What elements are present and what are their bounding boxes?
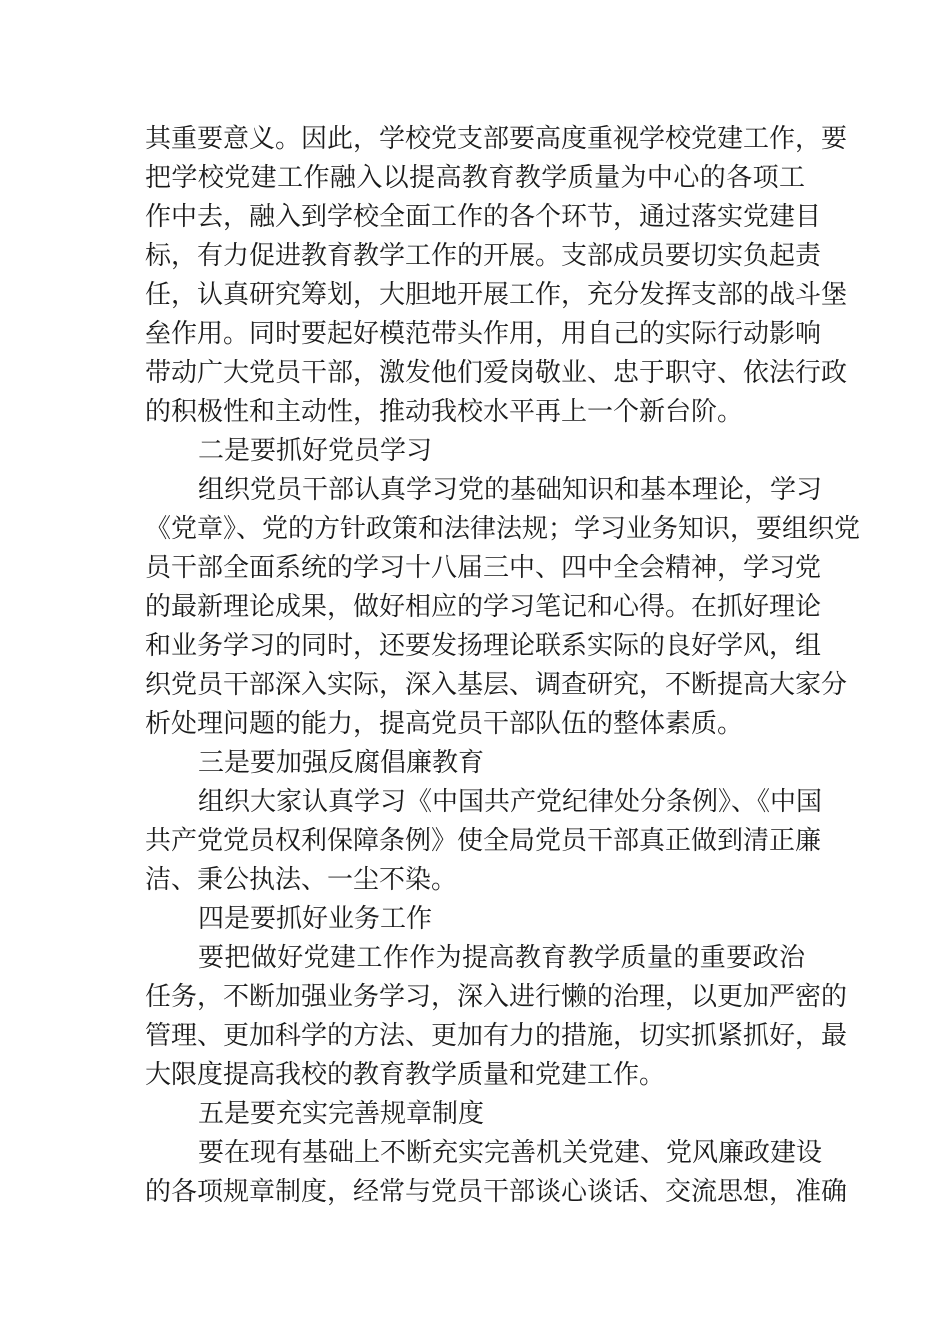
paragraph-line: 要在现有基础上不断充实完善机关党建、党风廉政建设 xyxy=(198,1138,823,1168)
paragraph-line: 共产党党员权利保障条例》使全局党员干部真正做到清正廉 xyxy=(145,826,822,856)
paragraph-line: 作中去，融入到学校全面工作的各个环节，通过落实党建目 xyxy=(145,202,822,232)
paragraph-line: 任务，不断加强业务学习，深入进行懒的治理，以更加严密的 xyxy=(145,982,848,1012)
paragraph-line: 的积极性和主动性，推动我校水平再上一个新台阶。 xyxy=(145,397,744,427)
paragraph-line: 的最新理论成果，做好相应的学习笔记和心得。在抓好理论 xyxy=(145,592,822,622)
paragraph-line: 织党员干部深入实际，深入基层、调查研究，不断提高大家分 xyxy=(145,670,848,700)
paragraph-line: 大限度提高我校的教育教学质量和党建工作。 xyxy=(145,1060,666,1090)
paragraph-line: 组织党员干部认真学习党的基础知识和基本理论，学习 xyxy=(198,475,823,505)
paragraph-line: 带动广大党员干部，激发他们爱岗敬业、忠于职守、依法行政 xyxy=(145,358,848,388)
paragraph-line: 任，认真研究筹划，大胆地开展工作，充分发挥支部的战斗堡 xyxy=(145,280,848,310)
section-heading: 二是要抓好党员学习 xyxy=(198,436,433,466)
paragraph-line: 把学校党建工作融入以提高教育教学质量为中心的各项工 xyxy=(145,163,805,193)
paragraph-line: 员干部全面系统的学习十八届三中、四中全会精神，学习党 xyxy=(145,553,822,583)
section-heading: 五是要充实完善规章制度 xyxy=(198,1099,485,1129)
paragraph-line: 标，有力促进教育教学工作的开展。支部成员要切实负起责 xyxy=(145,241,822,271)
paragraph-line: 的各项规章制度，经常与党员干部谈心谈话、交流思想，准确 xyxy=(145,1177,848,1207)
paragraph-line: 《党章》、党的方针政策和法律法规；学习业务知识，要组织党 xyxy=(145,514,861,544)
section-heading: 三是要加强反腐倡廉教育 xyxy=(198,748,485,778)
paragraph-line: 和业务学习的同时，还要发扬理论联系实际的良好学风，组 xyxy=(145,631,822,661)
paragraph-line: 析处理问题的能力，提高党员干部队伍的整体素质。 xyxy=(145,709,744,739)
section-heading: 四是要抓好业务工作 xyxy=(198,904,433,934)
paragraph-line: 要把做好党建工作作为提高教育教学质量的重要政治 xyxy=(198,943,805,973)
paragraph-line: 其重要意义。因此，学校党支部要高度重视学校党建工作，要 xyxy=(145,124,848,154)
paragraph-line: 管理、更加科学的方法、更加有力的措施，切实抓紧抓好，最 xyxy=(145,1021,848,1051)
paragraph-line: 组织大家认真学习《中国共产党纪律处分条例》、《中国 xyxy=(198,787,823,817)
paragraph-line: 洁、秉公执法、一尘不染。 xyxy=(145,865,458,895)
paragraph-line: 垒作用。同时要起好模范带头作用，用自己的实际行动影响 xyxy=(145,319,822,349)
